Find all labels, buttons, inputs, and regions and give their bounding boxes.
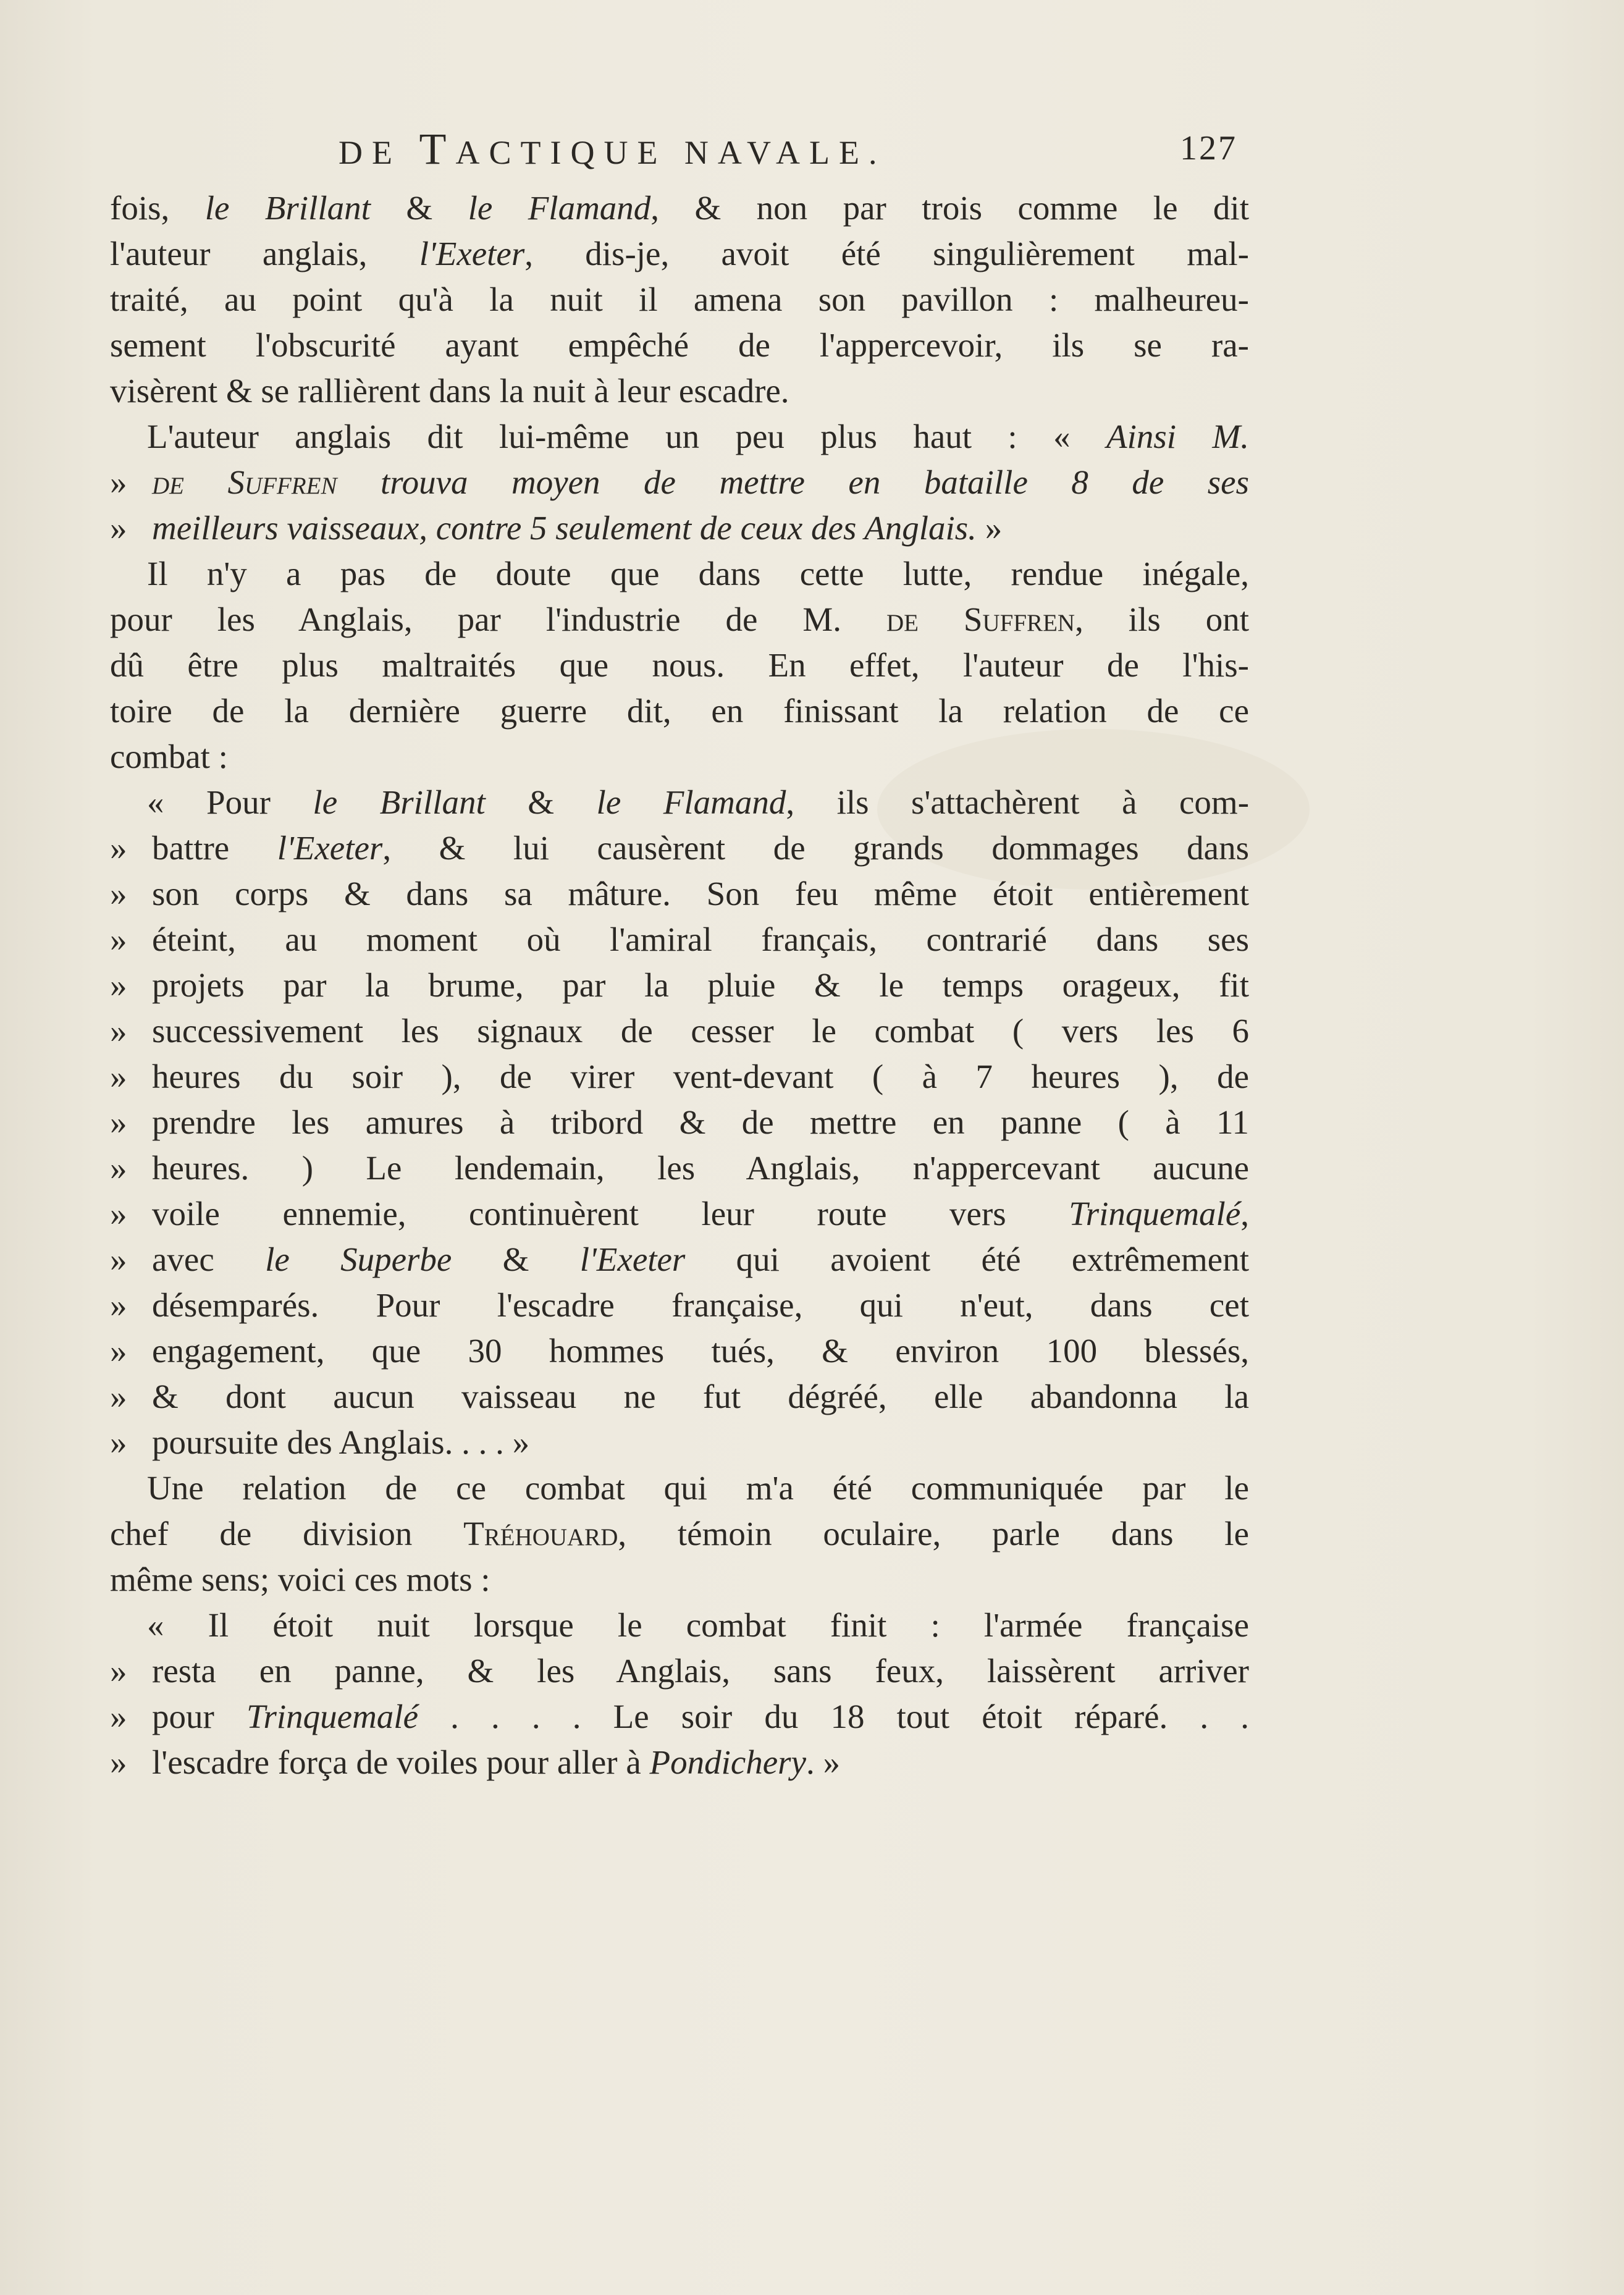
ship-name: l'Exeter: [419, 235, 525, 272]
text-line-25: [110, 1282, 1249, 1328]
text-run: chef de division: [110, 1515, 464, 1552]
person-name: de Suffren: [886, 600, 1075, 638]
text-run: , & lui causèrent de grands dommages dans: [382, 829, 1249, 867]
text-run: l'escadre força de voiles pour aller à: [152, 1743, 650, 1781]
quotation-text: meilleurs vaisseaux, contre 5 seulement de ceux des Anglais.: [152, 509, 977, 547]
page-header: [0, 124, 1624, 173]
text-run: poursuite des Anglais. . . . »: [152, 1423, 530, 1461]
quote-mark: »: [110, 1240, 127, 1278]
text-run: avec: [152, 1240, 266, 1278]
text-line-16: [110, 871, 1249, 917]
quote-mark: »: [110, 1286, 127, 1324]
quote-mark: »: [110, 1012, 127, 1050]
quote-mark: »: [110, 1103, 127, 1141]
place-name: Pondichery: [649, 1743, 806, 1781]
text-run: l'auteur anglais,: [110, 235, 419, 272]
text-line-33: [110, 1648, 1249, 1694]
text-run: »: [976, 509, 1003, 547]
quote-mark: »: [110, 1652, 127, 1690]
text-line-18: [110, 962, 1249, 1008]
running-title-first: DE: [339, 134, 402, 171]
text-run: ,: [1240, 1195, 1249, 1232]
running-title-cap: T: [419, 124, 456, 174]
text-line-23: [110, 1191, 1249, 1237]
quote-mark: »: [110, 1195, 127, 1232]
text-line-12: toire de la dernière guerre dit, en finissant la relation de ce: [110, 692, 1249, 730]
text-line-30: [110, 1511, 1249, 1557]
text-run: heures du soir ), de virer vent-devant ( à 7 heures ), de: [152, 1058, 1249, 1095]
text-run: , ils s'attachèrent à com-: [786, 783, 1250, 821]
text-run: , ils ont: [1075, 600, 1249, 638]
text-run: successivement les signaux de cesser le combat ( vers les 6: [152, 1012, 1249, 1050]
ship-name: le Flamand: [596, 783, 786, 821]
quote-mark: »: [110, 1743, 127, 1781]
text-line-13: combat :: [110, 738, 228, 775]
text-run: . . . . Le soir du 18 tout étoit réparé. . .: [418, 1698, 1249, 1735]
text-line-28: [110, 1420, 1249, 1465]
page-number: 127: [1180, 129, 1237, 167]
text-run: L'auteur anglais dit lui-même un peu plus haut : «: [147, 418, 1106, 455]
text-run: . »: [806, 1743, 840, 1781]
text-run: battre: [152, 829, 277, 867]
running-title-rest: ACTIQUE NAVALE.: [455, 134, 886, 171]
text-line-22: [110, 1145, 1249, 1191]
quote-mark: »: [110, 1058, 127, 1095]
text-line-14: [110, 780, 1249, 825]
text-line-10: [110, 597, 1249, 642]
text-line-8: [110, 505, 1249, 551]
text-line-6: [110, 414, 1249, 460]
text-line-31: même sens; voici ces mots :: [110, 1560, 490, 1598]
text-run: &: [452, 1240, 580, 1278]
body-text: [110, 185, 1249, 1785]
text-run: , dis-je, avoit été singulièrement mal-: [524, 235, 1249, 272]
text-line-29: Une relation de ce combat qui m'a été communiquée par le: [147, 1469, 1249, 1507]
place-name: Trinquemalé: [1069, 1195, 1241, 1232]
quote-mark: »: [110, 920, 127, 958]
ship-name: l'Exeter: [579, 1240, 686, 1278]
quote-mark: »: [110, 1378, 127, 1415]
text-run: & dont aucun vaisseau ne fut dégréé, elle abandonna la: [152, 1378, 1249, 1415]
text-line-21: [110, 1100, 1249, 1145]
text-run: pour les Anglais, par l'industrie de M.: [110, 600, 886, 638]
text-line-35: [110, 1740, 1249, 1785]
text-run: fois,: [110, 189, 205, 227]
text-run: &: [485, 783, 597, 821]
text-run: engagement, que 30 hommes tués, & environ 100 blessés,: [152, 1332, 1249, 1370]
ship-name: le Brillant: [313, 783, 486, 821]
text-line-7: [110, 460, 1249, 505]
text-run: son corps & dans sa mâture. Son feu même étoit entièrement: [152, 875, 1249, 912]
text-run: &: [370, 189, 468, 227]
text-run: « Pour: [147, 783, 313, 821]
running-title: [339, 124, 886, 175]
text-run: désemparés. Pour l'escadre française, qui n'eut, dans cet: [152, 1286, 1249, 1324]
quote-mark: »: [110, 1698, 127, 1735]
text-line-32: « Il étoit nuit lorsque le combat finit : l'armée française: [147, 1606, 1249, 1644]
text-run: , & non par trois comme le dit: [650, 189, 1249, 227]
text-line-4: sement l'obscurité ayant empêché de l'appercevoir, ils se ra-: [110, 326, 1249, 364]
text-line-11: dû être plus maltraités que nous. En effet, l'auteur de l'his-: [110, 646, 1249, 684]
text-run: prendre les amures à tribord & de mettre en panne ( à 11: [152, 1103, 1249, 1141]
text-line-19: [110, 1008, 1249, 1054]
text-line-9: Il n'y a pas de doute que dans cette lutte, rendue inégale,: [147, 555, 1249, 592]
quote-mark: »: [110, 829, 127, 867]
text-run: voile ennemie, continuèrent leur route vers: [152, 1195, 1069, 1232]
quote-mark: »: [110, 1423, 127, 1461]
quote-mark: »: [110, 875, 127, 912]
text-run: pour: [152, 1698, 246, 1735]
text-line-2: [110, 231, 1249, 277]
text-run: projets par la brume, par la pluie & le temps orageux, fit: [152, 966, 1249, 1004]
quote-mark: »: [110, 1332, 127, 1370]
place-name: Trinquemalé: [246, 1698, 418, 1735]
text-run: resta en panne, & les Anglais, sans feux, laissèrent arriver: [152, 1652, 1249, 1690]
text-line-3: traité, au point qu'à la nuit il amena son pavillon : malheureu-: [110, 280, 1249, 318]
text-line-26: [110, 1328, 1249, 1374]
text-line-15: [110, 825, 1249, 871]
quote-mark: »: [110, 966, 127, 1004]
ship-name: l'Exeter: [277, 829, 383, 867]
ship-name: le Superbe: [265, 1240, 452, 1278]
text-run: heures. ) Le lendemain, les Anglais, n'appercevant aucune: [152, 1149, 1249, 1187]
quote-mark: »: [110, 463, 127, 501]
quote-mark: »: [110, 509, 127, 547]
text-line-24: [110, 1237, 1249, 1282]
text-run: éteint, au moment où l'amiral français, contrarié dans ses: [152, 920, 1249, 958]
text-line-27: [110, 1374, 1249, 1420]
text-line-1: [110, 185, 1249, 231]
text-run: qui avoient été extrêmement: [685, 1240, 1249, 1278]
quotation-text: trouva moyen de mettre en bataille 8 de ses: [337, 463, 1249, 501]
text-run: , témoin oculaire, parle dans le: [618, 1515, 1249, 1552]
person-name: de Suffren: [152, 463, 337, 501]
text-line-34: [110, 1694, 1249, 1740]
person-name: Tréhouard: [463, 1515, 618, 1552]
text-line-17: [110, 917, 1249, 962]
text-line-5: visèrent & se rallièrent dans la nuit à leur escadre.: [110, 372, 789, 410]
quote-mark: »: [110, 1149, 127, 1187]
quotation-start: Ainsi M.: [1106, 418, 1249, 455]
text-line-20: [110, 1054, 1249, 1100]
ship-name: le Flamand: [468, 189, 651, 227]
ship-name: le Brillant: [204, 189, 371, 227]
